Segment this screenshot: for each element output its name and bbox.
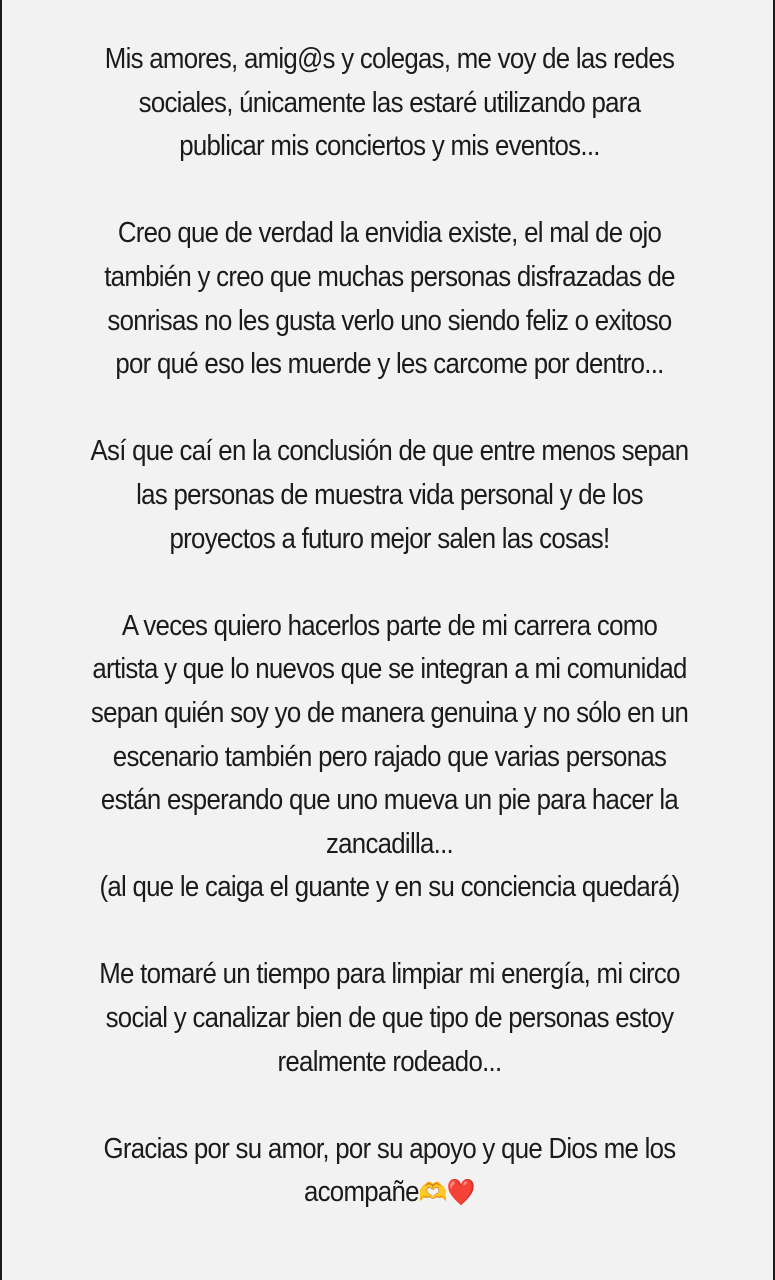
paragraph-career — [54, 605, 726, 910]
text-line: Así que caí en la conclusión de que entre menos sepan — [90, 435, 689, 468]
closing-word: acompañe — [303, 1176, 419, 1209]
heart-hands-icon: 🫶 — [418, 1178, 447, 1209]
text-line: sonrisas no les gusta verlo uno siendo feliz o exitoso — [107, 304, 672, 337]
text-line: sepan quién soy yo de manera genuina y no sólo en un — [90, 696, 689, 729]
paragraph-conclusion — [54, 430, 726, 561]
text-line: artista y que lo nuevos que se integran a mi comunidad — [92, 653, 687, 686]
text-line: publicar mis conciertos y mis eventos... — [179, 130, 600, 163]
text-line: escenario también pero rajado que varias personas — [112, 740, 667, 773]
text-line: (al que le caiga el guante y en su conciencia quedará) — [99, 871, 680, 904]
text-line: también y creo que muchas personas disfrazadas de — [104, 260, 675, 293]
text-line: Me tomaré un tiempo para limpiar mi energía, mi circo — [99, 958, 680, 991]
text-line: por qué eso les muerde y les carcome por dentro... — [115, 348, 664, 381]
text-line: realmente rodeado... — [277, 1045, 502, 1078]
paragraph-farewell — [54, 38, 726, 169]
paragraph-thanks — [54, 1128, 726, 1216]
paragraph-energy — [54, 953, 726, 1084]
story-text-block — [54, 38, 726, 1216]
text-line: Gracias por su amor, por su apoyo y que Dios me los — [103, 1132, 676, 1165]
text-line: Creo que de verdad la envidia existe, el mal de ojo — [117, 217, 662, 250]
paragraph-envy — [54, 212, 726, 386]
text-line: proyectos a futuro mejor salen las cosas! — [169, 522, 610, 555]
text-line: están esperando que uno mueva un pie para hacer la — [100, 784, 679, 817]
text-line: A veces quiero hacerlos parte de mi carrera como — [121, 609, 658, 642]
text-line: sociales, únicamente las estaré utilizando para — [138, 86, 641, 119]
text-line: zancadilla... — [325, 827, 454, 860]
text-line: social y canalizar bien de que tipo de personas estoy — [105, 1002, 674, 1035]
text-line: las personas de muestra vida personal y de los — [136, 478, 643, 511]
text-line: Mis amores, amig@s y colegas, me voy de las redes — [104, 43, 675, 75]
red-heart-icon: ❤️ — [446, 1178, 476, 1209]
text-line-closing — [54, 1171, 726, 1216]
